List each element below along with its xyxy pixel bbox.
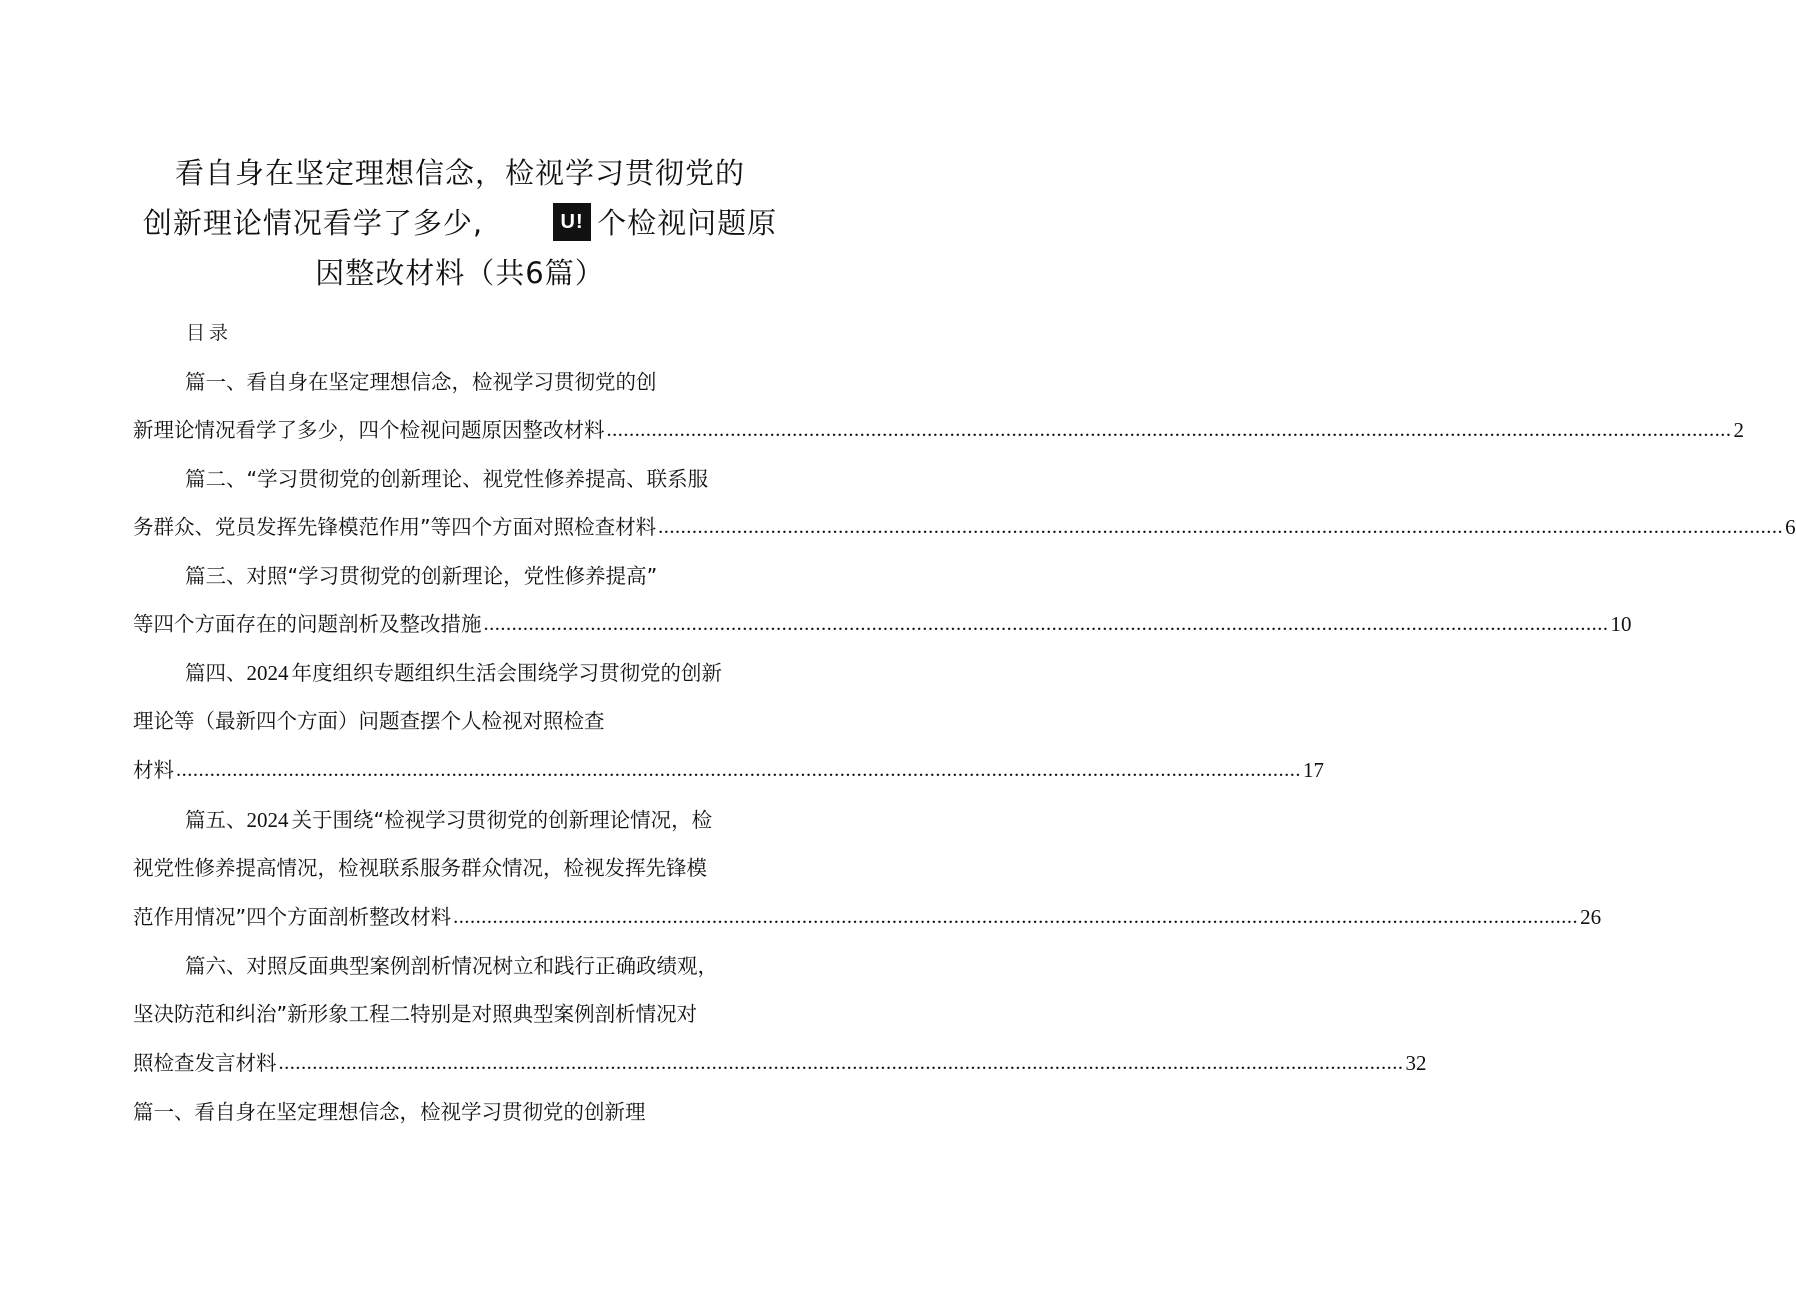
toc-entry-last-line	[133, 600, 1632, 648]
section-heading: 篇一、看自身在坚定理想信念，检视学习贯彻党的创新理	[133, 1100, 646, 1124]
toc-entry-line: 篇六、对照反面典型案例剖析情况树立和践行正确政绩观，	[185, 954, 718, 978]
dot-leader: ........................................................................................................................................................................................................	[606, 419, 1732, 442]
toc-entry-line: 篇三、对照“学习贯彻党的创新理论，党性修养提高”	[185, 564, 658, 588]
toc-heading: 目录	[186, 322, 233, 344]
toc-entry-line: 篇四、 2024 年度组织专题组织生活会围绕学习贯彻党的创新	[185, 661, 722, 685]
toc-entry-last-line	[133, 1039, 1427, 1087]
toc-entry-text: 照检查发言材料	[133, 1050, 277, 1075]
dot-leader: ........................................................................................................................................................................................................	[278, 1051, 1404, 1074]
title-line-3: 因整改材料（共6篇）	[315, 256, 605, 290]
watermark-logo-icon: U!	[553, 203, 591, 241]
toc-entry-4[interactable]	[133, 649, 1324, 794]
toc-page-number: 2	[1733, 418, 1744, 443]
toc-entry-text: 等四个方面存在的问题剖析及整改措施	[133, 612, 482, 637]
document-title	[130, 148, 790, 298]
dot-leader: ........................................................................................................................................................................................................	[483, 613, 1609, 636]
toc-entry-line: 篇一、看自身在坚定理想信念，检视学习贯彻党的创	[185, 370, 657, 394]
dot-leader: ........................................................................................................................................................................................................	[453, 905, 1579, 928]
toc-page-number: 26	[1580, 904, 1602, 929]
toc-entry-line: 篇二、“学习贯彻党的创新理论、视党性修养提高、联系服	[185, 467, 709, 491]
toc-entry-line: 视党性修养提高情况，检视联系服务群众情况，检视发挥先锋模	[133, 856, 707, 881]
toc-entry-line: 篇五、 2024 关于围绕“检视学习贯彻党的创新理论情况，检	[185, 808, 713, 832]
dot-leader: ........................................................................................................................................................................................................	[658, 516, 1784, 539]
toc-entry-1[interactable]	[133, 358, 1744, 455]
toc-entry-last-line	[133, 893, 1602, 941]
toc-entry-text: 范作用情况”四个方面剖析整改材料	[133, 904, 452, 929]
toc-entry-line: 理论等（最新四个方面）问题查摆个人检视对照检查	[133, 709, 605, 734]
toc-entry-line: 坚决防范和纠治”新形象工程二特别是对照典型案例剖析情况对	[133, 1002, 698, 1027]
dot-leader: ........................................................................................................................................................................................................	[176, 758, 1301, 781]
toc-page-number: 10	[1610, 612, 1632, 637]
toc-entry-last-line	[133, 406, 1744, 454]
toc-page-number: 32	[1405, 1050, 1427, 1075]
toc-entry-6[interactable]	[133, 942, 1427, 1087]
toc-entry-3[interactable]	[133, 552, 1632, 649]
toc-entry-2[interactable]	[133, 455, 1796, 552]
toc-page-number: 17	[1303, 757, 1324, 782]
toc-entry-text: 务群众、党员发挥先锋模范作用”等四个方面对照检查材料	[133, 515, 657, 540]
title-line-2	[130, 198, 790, 248]
toc-entry-last-line	[133, 503, 1796, 551]
toc-entry-text: 新理论情况看学了多少，四个检视问题原因整改材料	[133, 418, 605, 443]
title-line-1: 看自身在坚定理想信念，检视学习贯彻党的	[174, 156, 745, 190]
toc-entry-text: 材料	[133, 757, 174, 782]
toc-entry-5[interactable]	[133, 796, 1602, 941]
title-line-2-part-2: 个检视问题原	[597, 206, 778, 240]
toc-entry-last-line	[133, 746, 1324, 794]
title-line-2-part-1: 创新理论情况看学了多少,	[142, 206, 484, 240]
toc-page-number: 6	[1785, 515, 1796, 540]
